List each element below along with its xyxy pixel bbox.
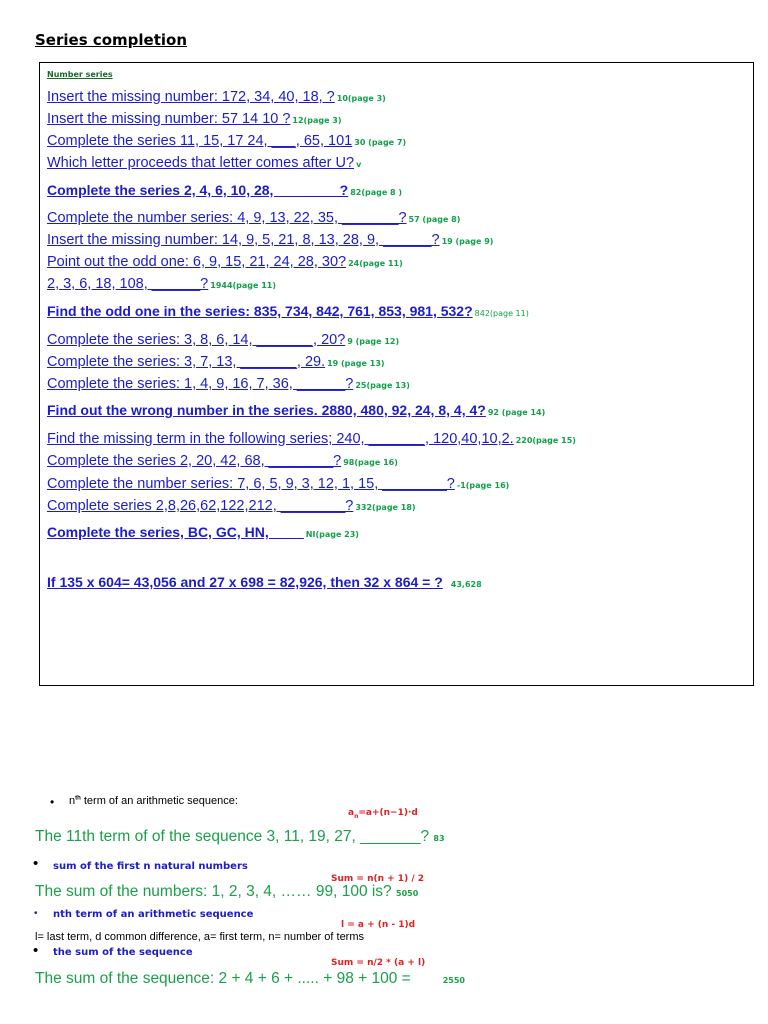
bullet-icon: •	[33, 942, 39, 959]
answer-label: 25(page 13)	[355, 381, 410, 390]
answer-label: 332(page 18)	[355, 503, 416, 512]
question-text: If 135 x 604= 43,056 and 27 x 698 = 82,926, then 32 x 864 = ?	[47, 574, 443, 590]
question-row[interactable]	[47, 524, 359, 542]
question-11th-term[interactable]: The 11th term of of the sequence 3, 11, 19, 27, _______? 83	[35, 828, 445, 845]
question-text: Complete the series 2, 20, 42, 68, ________?	[47, 453, 342, 469]
question-row[interactable]	[47, 132, 406, 150]
answer-label: 98(page 16)	[343, 458, 398, 467]
question-text: 2, 3, 6, 18, 108, ______?	[47, 276, 209, 292]
answer-label: -1(page 16)	[456, 481, 510, 490]
question-row[interactable]	[47, 452, 398, 470]
question-text: Find the odd one in the series: 835, 734, 842, 761, 853, 981, 532?	[47, 303, 473, 319]
question-text: Insert the missing number: 172, 34, 40, 18, ?	[47, 89, 335, 105]
question-row[interactable]	[47, 475, 509, 493]
question-text: Insert the missing number: 14, 9, 5, 21, 8, 13, 28, 9, ______?	[47, 232, 440, 248]
question-sum-numbers[interactable]: The sum of the numbers: 1, 2, 3, 4, …… 99, 100 is? 5050	[35, 883, 419, 900]
question-row[interactable]	[47, 182, 402, 200]
question-text: Insert the missing number: 57 14 10 ?	[47, 111, 291, 127]
question-text: Complete the series: 3, 7, 13, _______, 29.	[47, 354, 326, 370]
question-row[interactable]	[47, 231, 493, 249]
answer-label: NI(page 23)	[305, 530, 359, 539]
answer-label: 19 (page 13)	[327, 359, 385, 368]
question-text: Complete the series: 3, 8, 6, 14, _______, 20?	[47, 332, 346, 348]
question-text: Find the missing term in the following series; 240, _______, 120,40,10,2.	[47, 431, 514, 447]
question-text: Complete series 2,8,26,62,122,212, ________?	[47, 498, 354, 514]
question-text: Complete the series 2, 4, 6, 10, 28, ________?	[47, 182, 349, 198]
formula-sum-sequence: Sum = n/2 * (a + l)	[331, 958, 426, 968]
question-text: Complete the series 11, 15, 17 24, ___, 65, 101	[47, 133, 353, 149]
question-text: Point out the odd one: 6, 9, 15, 21, 24, 28, 30?	[47, 254, 347, 270]
answer-label: v	[356, 160, 362, 169]
question-row[interactable]	[47, 375, 410, 393]
question-row[interactable]	[47, 88, 386, 106]
answer-label: 24(page 11)	[348, 259, 403, 268]
question-row[interactable]	[47, 154, 361, 172]
page-title: Series completion	[35, 31, 188, 49]
question-row[interactable]	[47, 353, 385, 371]
question-row[interactable]	[47, 303, 529, 321]
answer-label: 1944(page 11)	[210, 281, 277, 290]
answer-label: 220(page 15)	[515, 436, 576, 445]
answer-label: 9 (page 12)	[347, 337, 400, 346]
answer-label: 10(page 3)	[336, 94, 386, 103]
bullet-icon: •	[50, 795, 55, 809]
formula-nth-term: $a_n=a+(n-1)\cdot d$	[348, 808, 418, 820]
topic-nth-term: $n^{th}$ term of an arithmetic sequence:	[69, 795, 238, 807]
formula-sum-natural: Sum = n(n + 1) / 2	[331, 874, 425, 884]
answer-label: 19 (page 9)	[441, 237, 494, 246]
question-text: Complete the series: 1, 4, 9, 16, 7, 36, ______?	[47, 376, 354, 392]
formula-nth-arith: l = a + (n - 1)d	[341, 920, 416, 930]
answer-label: 30 (page 7)	[354, 138, 407, 147]
question-text: Which letter proceeds that letter comes after U?	[47, 155, 355, 171]
topic-nth-arith: nth term of an arithmetic sequence	[53, 909, 254, 920]
variable-note: l= last term, d common difference, a= first term, n= number of terms	[35, 931, 365, 943]
question-row[interactable]	[47, 209, 460, 227]
question-row[interactable]	[47, 402, 545, 420]
answer-label: 57 (page 8)	[408, 215, 461, 224]
question-row[interactable]	[47, 497, 416, 515]
question-row[interactable]	[47, 574, 482, 592]
bullet-icon: •	[33, 855, 39, 872]
answer-label: 82(page 8 )	[350, 188, 403, 197]
topic-sum-sequence: the sum of the sequence	[53, 947, 193, 958]
box-heading: Number series	[47, 70, 113, 79]
bullet-icon: •	[34, 908, 38, 919]
question-row[interactable]	[47, 275, 276, 293]
answer-label: 12(page 3)	[292, 116, 342, 125]
answer-label: 92 (page 14)	[487, 408, 546, 417]
question-sum-sequence[interactable]: The sum of the sequence: 2 + 4 + 6 + ..... + 98 + 100 = 2550	[35, 970, 465, 987]
question-text: Complete the series, BC, GC, HN, ____	[47, 524, 304, 540]
answer-label: 842(page 11)	[474, 309, 529, 318]
question-row[interactable]	[47, 253, 403, 271]
question-text: Complete the number series: 4, 9, 13, 22, 35, _______?	[47, 210, 407, 226]
topic-sum-natural: sum of the first n natural numbers	[53, 861, 248, 872]
question-text: Find out the wrong number in the series. 2880, 480, 92, 24, 8, 4, 4?	[47, 402, 486, 418]
question-row[interactable]	[47, 430, 576, 448]
question-row[interactable]	[47, 110, 342, 128]
question-row[interactable]	[47, 331, 399, 349]
question-text: Complete the number series: 7, 6, 5, 9, 3, 12, 1, 15, ________?	[47, 476, 455, 492]
answer-label: 43,628	[450, 580, 482, 589]
